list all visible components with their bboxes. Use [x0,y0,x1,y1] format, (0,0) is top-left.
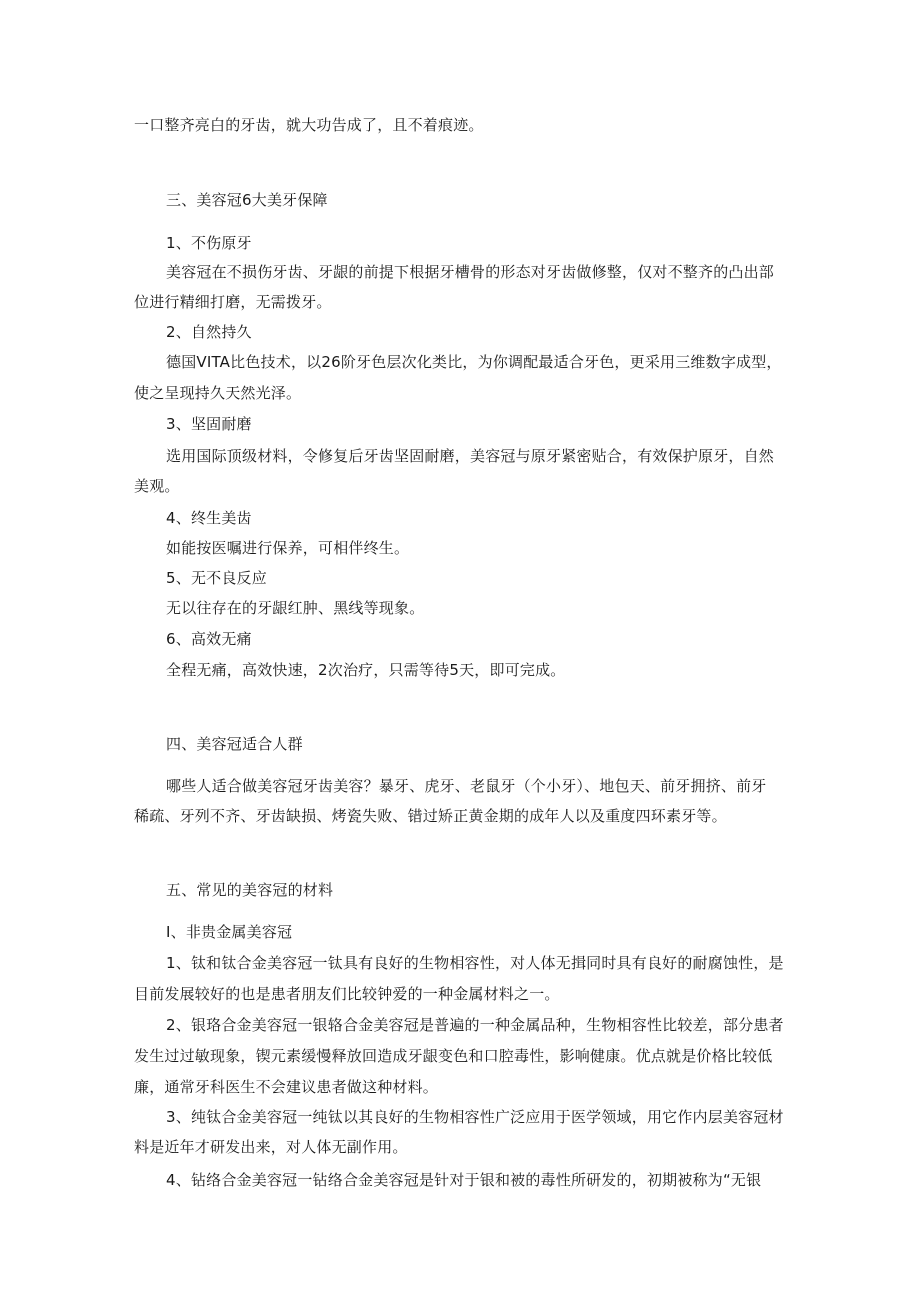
section-4-heading: 四、美容冠适合人群 [166,735,303,753]
section-5-item-1-line-1: 1、钛和钛合金美容冠一钛具有良好的生物相容性，对人体无揖同时具有良好的耐腐蚀性，是 [166,954,784,972]
section-5-item-2-line-1: 2、银珞合金美容冠一银辂合金美容冠是普遍的一种金属品种，生物相容性比较差，部分患者 [166,1016,784,1034]
section-3-item-6-title: 6、高效无痛 [166,630,252,648]
section-5-item-3-line-2: 料是近年才研发出来，对人体无副作用。 [134,1138,408,1156]
section-5-subheading: I、非贵金属美容冠 [166,923,293,941]
section-3-heading: 三、美容冠6大美牙保障 [166,191,328,209]
section-5-item-3-line-1: 3、纯钛合金美容冠一纯钛以其良好的生物相容性广泛应用于医学领域，用它作内层美容冠材 [166,1108,784,1126]
section-5-item-4-line-1: 4、钻络合金美容冠一钻络合金美容冠是针对于银和被的毒性所研发的，初期被称为“无银 [166,1171,762,1189]
intro-line: 一口整齐亮白的牙齿，就大功告成了，且不着痕迹。 [134,116,484,134]
section-4-line-2: 稀疏、牙列不齐、牙齿缺损、烤瓷失败、错过矫正黄金期的成年人以及重度四环素牙等。 [134,807,727,825]
section-3-item-1-line-1: 美容冠在不损伤牙齿、牙龈的前提下根据牙槽骨的形态对牙齿做修整，仅对不整齐的凸出部 [166,263,775,281]
section-3-item-4-line-1: 如能按医嘱进行保养，可相伴终生。 [166,539,410,557]
section-3-item-2-title: 2、自然持久 [166,323,252,341]
section-3-item-1-line-2: 位进行精细打磨，无需拨牙。 [134,293,332,311]
section-3-item-6-line-1: 全程无痛，高效快速，2次治疗，只需等待5天，即可完成。 [166,661,566,679]
section-3-item-2-line-1: 德国VITA比色技术，以26阶牙色层次化类比，为你调配最适合牙色，更采用三维数字成型， [166,353,782,371]
section-3-item-1-title: 1、不伤原牙 [166,234,252,252]
section-4-line-1: 哪些人适合做美容冠牙齿美容？暴牙、虎牙、老鼠牙（个小牙）、地包天、前牙拥挤、前牙 [166,777,767,795]
section-3-item-3-line-2: 美观。 [134,477,180,495]
section-5-item-2-line-2: 发生过过敏现象，锲元素缓慢释放回造成牙龈变色和口腔毒性，影响健康。优点就是价格比较低 [134,1047,773,1065]
section-3-item-3-title: 3、坚固耐磨 [166,415,252,433]
section-5-item-2-line-3: 廉，通常牙科医生不会建议患者做这种材料。 [134,1078,439,1096]
section-3-item-5-line-1: 无以往存在的牙龈红肿、黑线等现象。 [166,599,425,617]
section-3-item-3-line-1: 选用国际顶级材料，令修复后牙齿坚固耐磨，美容冠与原牙紧密贴合，有效保护原牙，自然 [166,447,775,465]
section-5-item-1-line-2: 目前发展较好的也是患者朋友们比较钟爱的一种金属材料之一。 [134,985,560,1003]
section-3-item-2-line-2: 使之呈现持久天然光泽。 [134,384,302,402]
section-5-heading: 五、常见的美容冠的材料 [166,881,334,899]
section-3-item-4-title: 4、终生美齿 [166,509,252,527]
section-3-item-5-title: 5、无不良反应 [166,569,267,587]
